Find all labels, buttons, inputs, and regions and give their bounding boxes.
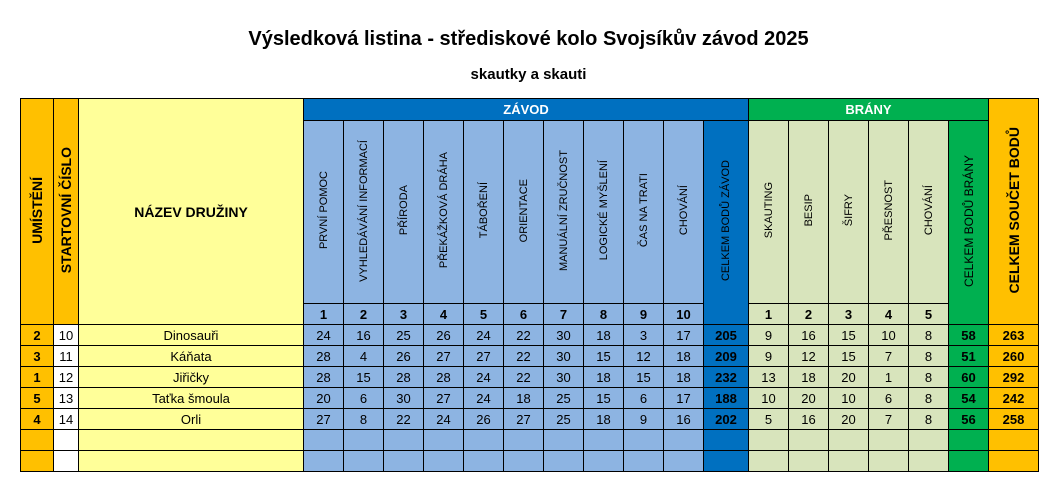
zavod-score-cell: 24 bbox=[424, 409, 464, 430]
team-name-cell bbox=[79, 430, 304, 451]
brany-score-cell: 13 bbox=[749, 367, 789, 388]
zavod-score-cell: 27 bbox=[304, 409, 344, 430]
brany-score-cell bbox=[789, 451, 829, 472]
zavod-score-cell: 27 bbox=[504, 409, 544, 430]
brany-score-cell bbox=[869, 451, 909, 472]
header-celkem-soucet-label: CELKEM SOUČET BODŮ bbox=[1005, 126, 1022, 294]
brany-score-cell bbox=[789, 430, 829, 451]
zavod-score-cell: 25 bbox=[384, 325, 424, 346]
brany-score-cell: 6 bbox=[869, 388, 909, 409]
zavod-discipline-number: 2 bbox=[344, 304, 384, 325]
sum-total-cell: 263 bbox=[989, 325, 1039, 346]
zavod-score-cell bbox=[344, 451, 384, 472]
zavod-discipline-header bbox=[384, 121, 424, 304]
zavod-score-cell bbox=[664, 430, 704, 451]
zavod-discipline-label: ČAS NA TRATI bbox=[637, 173, 650, 248]
zavod-score-cell bbox=[544, 430, 584, 451]
zavod-score-cell: 6 bbox=[344, 388, 384, 409]
zavod-score-cell bbox=[584, 430, 624, 451]
brany-score-cell bbox=[909, 430, 949, 451]
header-umisteni-label: UMÍSTĚNÍ bbox=[29, 176, 45, 244]
zavod-discipline-header bbox=[624, 121, 664, 304]
zavod-score-cell bbox=[504, 430, 544, 451]
place-cell: 4 bbox=[21, 409, 54, 430]
table-row bbox=[21, 388, 1039, 409]
zavod-score-cell: 15 bbox=[624, 367, 664, 388]
zavod-discipline-header bbox=[664, 121, 704, 304]
zavod-score-cell: 6 bbox=[624, 388, 664, 409]
zavod-total-cell: 205 bbox=[704, 325, 749, 346]
brany-score-cell: 10 bbox=[869, 325, 909, 346]
zavod-discipline-number: 3 bbox=[384, 304, 424, 325]
sum-total-cell: 242 bbox=[989, 388, 1039, 409]
zavod-score-cell: 18 bbox=[664, 367, 704, 388]
zavod-score-cell: 28 bbox=[304, 367, 344, 388]
zavod-score-cell: 28 bbox=[304, 346, 344, 367]
brany-score-cell: 1 bbox=[869, 367, 909, 388]
zavod-score-cell bbox=[544, 451, 584, 472]
brany-score-cell: 16 bbox=[789, 325, 829, 346]
brany-discipline-label: PŘESNOST bbox=[882, 180, 895, 241]
zavod-score-cell: 15 bbox=[584, 346, 624, 367]
brany-discipline-number: 4 bbox=[869, 304, 909, 325]
brany-score-cell: 10 bbox=[829, 388, 869, 409]
brany-score-cell: 15 bbox=[829, 346, 869, 367]
brany-score-cell bbox=[749, 430, 789, 451]
zavod-total-cell: 209 bbox=[704, 346, 749, 367]
results-table bbox=[20, 98, 1039, 472]
brany-score-cell: 20 bbox=[829, 409, 869, 430]
zavod-score-cell: 26 bbox=[424, 325, 464, 346]
brany-total-cell: 56 bbox=[949, 409, 989, 430]
zavod-discipline-label: MANUÁLNÍ ZRUČNOST bbox=[557, 149, 570, 271]
header-startovni-cislo-label: STARTOVNÍ ČÍSLO bbox=[58, 146, 74, 274]
brany-score-cell bbox=[829, 430, 869, 451]
zavod-score-cell: 18 bbox=[584, 325, 624, 346]
zavod-score-cell: 9 bbox=[624, 409, 664, 430]
sum-total-cell: 258 bbox=[989, 409, 1039, 430]
page-subtitle: skautky a skauti bbox=[470, 66, 587, 83]
zavod-discipline-number: 8 bbox=[584, 304, 624, 325]
zavod-discipline-header bbox=[504, 121, 544, 304]
start-number-cell bbox=[54, 451, 79, 472]
place-cell: 1 bbox=[21, 367, 54, 388]
brany-score-cell: 12 bbox=[789, 346, 829, 367]
zavod-discipline-number: 4 bbox=[424, 304, 464, 325]
brany-score-cell: 18 bbox=[789, 367, 829, 388]
table-row bbox=[21, 409, 1039, 430]
zavod-score-cell: 20 bbox=[304, 388, 344, 409]
brany-score-cell: 9 bbox=[749, 346, 789, 367]
brany-discipline-number: 5 bbox=[909, 304, 949, 325]
brany-discipline-header bbox=[909, 121, 949, 304]
start-number-cell: 13 bbox=[54, 388, 79, 409]
zavod-discipline-label: VYHLEDÁVÁNÍ INFORMACÍ bbox=[357, 139, 370, 282]
zavod-discipline-header bbox=[344, 121, 384, 304]
zavod-score-cell: 22 bbox=[504, 325, 544, 346]
zavod-score-cell bbox=[304, 430, 344, 451]
sum-total-cell bbox=[989, 430, 1039, 451]
zavod-score-cell: 26 bbox=[384, 346, 424, 367]
zavod-discipline-label: PŘEKÁŽKOVÁ DRÁHA bbox=[437, 152, 450, 269]
zavod-score-cell: 24 bbox=[464, 367, 504, 388]
brany-discipline-header bbox=[829, 121, 869, 304]
zavod-score-cell: 25 bbox=[544, 388, 584, 409]
zavod-score-cell: 24 bbox=[304, 325, 344, 346]
zavod-total-cell bbox=[704, 451, 749, 472]
empty-row bbox=[21, 451, 1039, 472]
zavod-score-cell: 18 bbox=[584, 409, 624, 430]
empty-row bbox=[21, 430, 1039, 451]
place-cell: 5 bbox=[21, 388, 54, 409]
zavod-score-cell: 30 bbox=[544, 346, 584, 367]
brany-total-cell: 58 bbox=[949, 325, 989, 346]
header-brany-group: BRÁNY bbox=[749, 99, 989, 121]
brany-total-cell: 60 bbox=[949, 367, 989, 388]
place-cell: 2 bbox=[21, 325, 54, 346]
zavod-score-cell bbox=[384, 430, 424, 451]
zavod-score-cell: 28 bbox=[384, 367, 424, 388]
zavod-score-cell: 18 bbox=[584, 367, 624, 388]
zavod-total-cell bbox=[704, 430, 749, 451]
zavod-score-cell: 16 bbox=[344, 325, 384, 346]
header-celkem-soucet bbox=[989, 99, 1039, 325]
zavod-discipline-label: PŘÍRODA bbox=[397, 185, 410, 236]
sum-total-cell: 260 bbox=[989, 346, 1039, 367]
zavod-score-cell bbox=[664, 451, 704, 472]
zavod-discipline-label: CHOVÁNÍ bbox=[677, 185, 690, 236]
zavod-score-cell: 12 bbox=[624, 346, 664, 367]
brany-discipline-label: ŠIFRY bbox=[842, 194, 855, 227]
page-title: Výsledková listina - střediskové kolo Svojsíkův závod 2025 bbox=[248, 28, 809, 50]
table-row bbox=[21, 346, 1039, 367]
zavod-discipline-header bbox=[464, 121, 504, 304]
place-cell: 3 bbox=[21, 346, 54, 367]
team-name-cell bbox=[79, 451, 304, 472]
zavod-score-cell: 16 bbox=[664, 409, 704, 430]
sum-total-cell: 292 bbox=[989, 367, 1039, 388]
zavod-score-cell bbox=[344, 430, 384, 451]
start-number-cell bbox=[54, 430, 79, 451]
brany-score-cell: 7 bbox=[869, 346, 909, 367]
zavod-discipline-header bbox=[304, 121, 344, 304]
brany-score-cell: 7 bbox=[869, 409, 909, 430]
zavod-total-cell: 188 bbox=[704, 388, 749, 409]
brany-discipline-number: 3 bbox=[829, 304, 869, 325]
start-number-cell: 11 bbox=[54, 346, 79, 367]
header-celkem-brany bbox=[949, 121, 989, 325]
brany-score-cell: 8 bbox=[909, 367, 949, 388]
start-number-cell: 10 bbox=[54, 325, 79, 346]
zavod-score-cell: 3 bbox=[624, 325, 664, 346]
zavod-score-cell: 15 bbox=[344, 367, 384, 388]
zavod-discipline-label: ORIENTACE bbox=[517, 178, 530, 243]
zavod-discipline-label: LOGICKÉ MYŠLENÍ bbox=[597, 160, 610, 261]
zavod-score-cell bbox=[424, 451, 464, 472]
header-umisteni bbox=[21, 99, 54, 325]
zavod-discipline-header bbox=[584, 121, 624, 304]
zavod-score-cell: 27 bbox=[464, 346, 504, 367]
brany-score-cell: 8 bbox=[909, 388, 949, 409]
sum-total-cell bbox=[989, 451, 1039, 472]
header-celkem-brany-label: CELKEM BODŮ BRÁNY bbox=[961, 154, 976, 288]
brany-score-cell: 9 bbox=[749, 325, 789, 346]
zavod-score-cell: 22 bbox=[384, 409, 424, 430]
zavod-score-cell: 28 bbox=[424, 367, 464, 388]
place-cell bbox=[21, 451, 54, 472]
brany-discipline-header bbox=[869, 121, 909, 304]
brany-total-cell: 51 bbox=[949, 346, 989, 367]
brany-discipline-label: BESIP bbox=[802, 194, 815, 227]
zavod-score-cell: 30 bbox=[384, 388, 424, 409]
start-number-cell: 14 bbox=[54, 409, 79, 430]
zavod-score-cell bbox=[464, 430, 504, 451]
zavod-score-cell bbox=[304, 451, 344, 472]
brany-score-cell: 10 bbox=[749, 388, 789, 409]
zavod-discipline-label: PRVNÍ POMOC bbox=[317, 171, 330, 250]
header-startovni-cislo bbox=[54, 99, 79, 325]
zavod-discipline-label: TÁBOŘENÍ bbox=[477, 182, 490, 239]
team-name-cell: Taťka šmoula bbox=[79, 388, 304, 409]
brany-score-cell: 5 bbox=[749, 409, 789, 430]
brany-total-cell bbox=[949, 430, 989, 451]
zavod-score-cell: 22 bbox=[504, 367, 544, 388]
zavod-score-cell: 26 bbox=[464, 409, 504, 430]
header-zavod-group: ZÁVOD bbox=[304, 99, 749, 121]
zavod-discipline-number: 1 bbox=[304, 304, 344, 325]
zavod-score-cell bbox=[464, 451, 504, 472]
start-number-cell: 12 bbox=[54, 367, 79, 388]
brany-score-cell: 16 bbox=[789, 409, 829, 430]
zavod-score-cell: 15 bbox=[584, 388, 624, 409]
header-nazev-druziny-label: NÁZEV DRUŽINY bbox=[134, 203, 248, 220]
zavod-score-cell bbox=[504, 451, 544, 472]
zavod-discipline-number: 6 bbox=[504, 304, 544, 325]
team-name-cell: Dinosauři bbox=[79, 325, 304, 346]
brany-score-cell: 8 bbox=[909, 346, 949, 367]
zavod-discipline-number: 7 bbox=[544, 304, 584, 325]
brany-score-cell bbox=[749, 451, 789, 472]
table-row bbox=[21, 367, 1039, 388]
header-celkem-zavod bbox=[704, 121, 749, 325]
brany-score-cell: 8 bbox=[909, 325, 949, 346]
zavod-total-cell: 232 bbox=[704, 367, 749, 388]
team-name-cell: Orli bbox=[79, 409, 304, 430]
brany-total-cell bbox=[949, 451, 989, 472]
zavod-score-cell: 18 bbox=[664, 346, 704, 367]
zavod-score-cell bbox=[384, 451, 424, 472]
zavod-score-cell: 17 bbox=[664, 325, 704, 346]
brany-score-cell bbox=[869, 430, 909, 451]
zavod-score-cell: 4 bbox=[344, 346, 384, 367]
brany-discipline-label: SKAUTING bbox=[762, 182, 775, 239]
brany-score-cell: 15 bbox=[829, 325, 869, 346]
table-row bbox=[21, 325, 1039, 346]
zavod-score-cell: 30 bbox=[544, 367, 584, 388]
zavod-score-cell: 17 bbox=[664, 388, 704, 409]
brany-score-cell bbox=[829, 451, 869, 472]
brany-score-cell: 20 bbox=[829, 367, 869, 388]
zavod-score-cell bbox=[624, 430, 664, 451]
zavod-score-cell: 27 bbox=[424, 388, 464, 409]
zavod-discipline-number: 10 bbox=[664, 304, 704, 325]
header-celkem-zavod-label: CELKEM BODŮ ZÁVOD bbox=[720, 160, 732, 282]
brany-discipline-number: 1 bbox=[749, 304, 789, 325]
zavod-score-cell bbox=[584, 451, 624, 472]
team-name-cell: Jiřičky bbox=[79, 367, 304, 388]
zavod-score-cell: 24 bbox=[464, 325, 504, 346]
zavod-total-cell: 202 bbox=[704, 409, 749, 430]
zavod-discipline-number: 9 bbox=[624, 304, 664, 325]
zavod-score-cell bbox=[624, 451, 664, 472]
brany-score-cell: 20 bbox=[789, 388, 829, 409]
zavod-discipline-header bbox=[424, 121, 464, 304]
brany-discipline-number: 2 bbox=[789, 304, 829, 325]
brany-discipline-header bbox=[749, 121, 789, 304]
zavod-score-cell: 27 bbox=[424, 346, 464, 367]
zavod-discipline-header bbox=[544, 121, 584, 304]
zavod-score-cell: 24 bbox=[464, 388, 504, 409]
brany-discipline-label: CHOVÁNÍ bbox=[922, 185, 935, 236]
brany-score-cell: 8 bbox=[909, 409, 949, 430]
zavod-score-cell: 8 bbox=[344, 409, 384, 430]
team-name-cell: Káňata bbox=[79, 346, 304, 367]
brany-discipline-header bbox=[789, 121, 829, 304]
zavod-score-cell: 30 bbox=[544, 325, 584, 346]
zavod-score-cell: 22 bbox=[504, 346, 544, 367]
brany-total-cell: 54 bbox=[949, 388, 989, 409]
zavod-discipline-number: 5 bbox=[464, 304, 504, 325]
zavod-score-cell: 18 bbox=[504, 388, 544, 409]
place-cell bbox=[21, 430, 54, 451]
header-nazev-druziny bbox=[79, 99, 304, 325]
zavod-score-cell: 25 bbox=[544, 409, 584, 430]
brany-score-cell bbox=[909, 451, 949, 472]
zavod-score-cell bbox=[424, 430, 464, 451]
